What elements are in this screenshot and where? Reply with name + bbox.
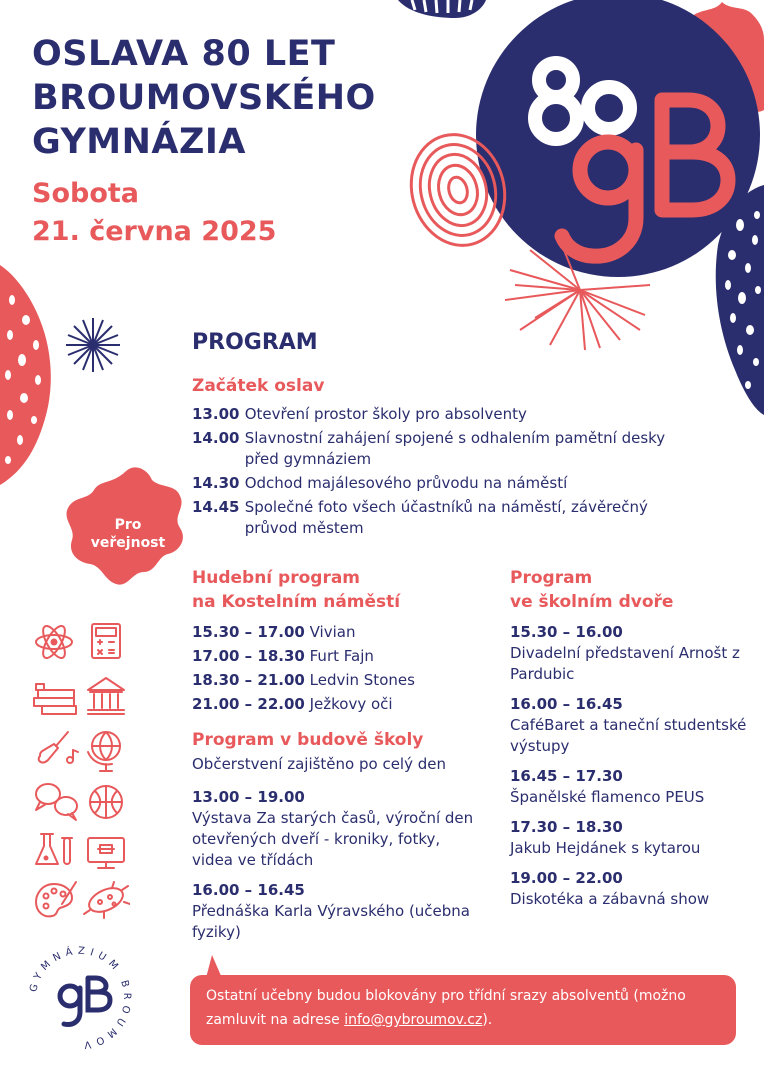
courtyard-entry — [510, 868, 750, 910]
performer: Ledvin Stones — [309, 671, 415, 689]
time: 15.30 – 17.00 — [192, 623, 305, 641]
title-line: GYMNÁZIA — [32, 122, 246, 162]
anniversary-logo — [476, 0, 764, 280]
page-title — [32, 32, 376, 164]
time: 14.30 — [192, 474, 240, 492]
top-blob-decoration — [398, 0, 486, 18]
chemistry-icon — [36, 834, 72, 864]
description: Odchod majálesového průvodu na náměstí — [244, 474, 568, 492]
building-entry — [192, 880, 482, 943]
time: 19.00 – 22.00 — [510, 869, 623, 887]
building-icon — [88, 678, 124, 714]
books-icon — [34, 684, 76, 714]
courtyard-entry — [510, 694, 750, 757]
description: Jakub Hejdánek s kytarou — [510, 839, 701, 857]
badge-line: veřejnost — [90, 535, 166, 551]
navy-burst-decoration — [66, 318, 120, 372]
music-row — [192, 646, 492, 667]
event-date — [32, 175, 276, 251]
description: Společné foto všech účastníků na náměstí, závěrečný průvod městem — [244, 498, 648, 537]
description: Přednáška Karla Výravského (učebna fyziky) — [192, 902, 470, 941]
description: Diskotéka a zábavná show — [510, 890, 710, 908]
courtyard-title-line: ve školním dvoře — [510, 592, 674, 612]
description: Španělské flamenco PEUS — [510, 788, 705, 806]
description: Výstava Za starých časů, výroční den otevřených dveří - kroniky, fotky, videa ve třídách — [192, 809, 474, 869]
start-section — [192, 374, 672, 539]
start-title: Začátek oslav — [192, 376, 325, 396]
time: 16.00 – 16.45 — [192, 881, 305, 899]
courtyard-title-line: Program — [510, 568, 593, 588]
program-heading: PROGRAM — [192, 330, 318, 355]
music-title-line: Hudební program — [192, 568, 361, 588]
courtyard-entry — [510, 622, 750, 685]
description: Otevření prostor školy pro absolventy — [244, 405, 527, 423]
time: 14.45 — [192, 498, 240, 516]
courtyard-entry — [510, 817, 750, 859]
calculator-icon — [92, 624, 120, 658]
title-line: BROUMOVSKÉHO — [32, 78, 376, 118]
building-title: Program v budově školy — [192, 730, 424, 750]
schedule-row — [192, 404, 672, 425]
music-row — [192, 694, 492, 715]
description: Slavnostní zahájení spojené s odhalením pamětní desky před gymnáziem — [244, 429, 666, 468]
music-section — [192, 566, 492, 715]
courtyard-entry — [510, 766, 750, 808]
schedule-row — [192, 428, 672, 470]
globe-icon — [88, 732, 120, 771]
computer-icon — [88, 838, 124, 868]
time: 17.00 – 18.30 — [192, 647, 305, 665]
palette-icon — [36, 882, 76, 916]
school-seal-logo — [20, 938, 140, 1058]
courtyard-section — [510, 566, 750, 919]
description: CaféBaret a taneční studentské výstupy — [510, 716, 747, 755]
email-link[interactable]: info@gybroumov.cz — [344, 1012, 483, 1028]
music-row — [192, 622, 492, 643]
basketball-icon — [90, 786, 122, 818]
time: 18.30 – 21.00 — [192, 671, 305, 689]
time: 16.45 – 17.30 — [510, 767, 623, 785]
title-line: OSLAVA 80 LET — [32, 34, 336, 74]
performer: Furt Fajn — [309, 647, 374, 665]
note-text-end: ). — [482, 1012, 493, 1028]
music-row — [192, 670, 492, 691]
logo-number: 80 — [476, 0, 478, 1]
time: 14.00 — [192, 429, 240, 447]
note-text: Ostatní učebny budou blokovány pro třídní srazy absolventů (možno zamluvit na adrese — [206, 988, 686, 1028]
time: 13.00 — [192, 405, 240, 423]
time: 13.00 – 19.00 — [192, 788, 305, 806]
time: 17.30 – 18.30 — [510, 818, 623, 836]
music-title-line: na Kostelním náměstí — [192, 592, 401, 612]
building-section — [192, 728, 482, 952]
left-dotted-blob-decoration — [0, 265, 51, 485]
music-icon — [39, 732, 78, 763]
bacteria-icon — [84, 882, 130, 918]
time: 15.30 – 16.00 — [510, 623, 623, 641]
speech-bubbles-icon — [36, 784, 77, 820]
performer: Ježkovy oči — [309, 695, 393, 713]
date-full: 21. června 2025 — [32, 216, 277, 247]
public-badge — [78, 516, 178, 552]
badge-line: Pro — [114, 517, 142, 533]
schedule-row — [192, 497, 672, 539]
subject-icons — [30, 618, 130, 928]
schedule-row — [192, 473, 672, 494]
building-entry — [192, 787, 482, 871]
date-day: Sobota — [32, 178, 139, 209]
time: 21.00 – 22.00 — [192, 695, 305, 713]
atom-icon — [36, 623, 72, 661]
seal-ring-text: GYMNÁZIUM BROUMOV — [28, 945, 133, 1051]
classroom-note — [190, 975, 736, 1045]
performer: Vivian — [309, 623, 356, 641]
description: Divadelní představení Arnošt z Pardubic — [510, 644, 740, 683]
building-intro: Občerstvení zajištěno po celý den — [192, 755, 447, 773]
time: 16.00 – 16.45 — [510, 695, 623, 713]
